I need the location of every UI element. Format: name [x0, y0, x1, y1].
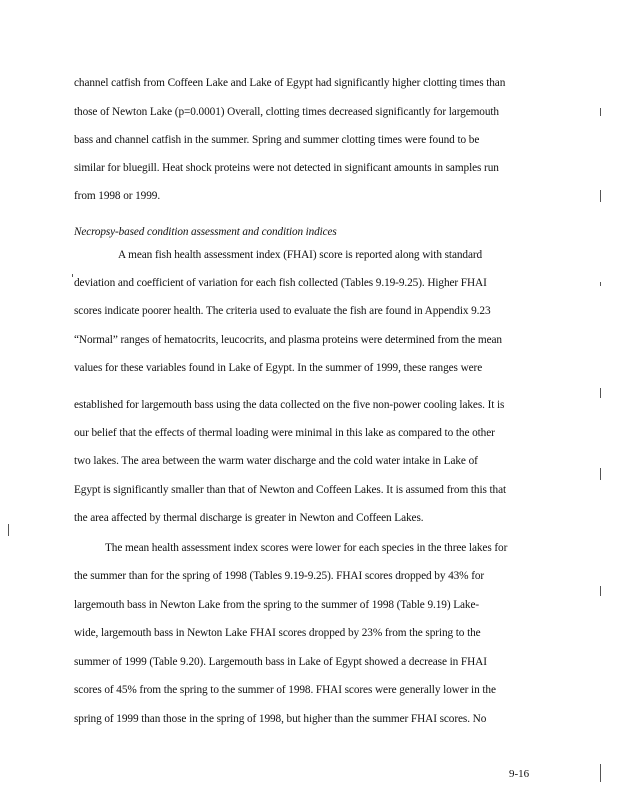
text-line: from 1998 or 1999. — [74, 190, 161, 202]
scan-speck — [8, 524, 9, 536]
scan-speck — [600, 586, 601, 596]
text-line: wide, largemouth bass in Newton Lake FHAI scores dropped by 23% from the spring to the — [74, 627, 481, 639]
scan-speck — [600, 468, 601, 480]
text-line: the area affected by thermal discharge is greater in Newton and Coffeen Lakes. — [74, 512, 424, 524]
scan-speck — [72, 274, 73, 277]
text-line: those of Newton Lake (p=0.0001) Overall, clotting times decreased significantly for largemouth — [74, 106, 499, 118]
text-line: scores of 45% from the spring to the summer of 1998. FHAI scores were generally lower in the — [74, 684, 496, 696]
text-line: established for largemouth bass using the data collected on the five non-power cooling lakes. It is — [74, 399, 505, 411]
text-line: similar for bluegill. Heat shock proteins were not detected in significant amounts in samples run — [74, 162, 499, 174]
text-line: bass and channel catfish in the summer. Spring and summer clotting times were found to be — [74, 134, 480, 146]
text-line: The mean health assessment index scores were lower for each species in the three lakes for — [105, 542, 508, 554]
scan-speck — [600, 388, 601, 398]
text-line: summer of 1999 (Table 9.20). Largemouth bass in Lake of Egypt showed a decrease in FHAI — [74, 656, 487, 668]
text-line: largemouth bass in Newton Lake from the spring to the summer of 1998 (Table 9.19) Lake- — [74, 599, 480, 611]
text-line: A mean fish health assessment index (FHAI) score is reported along with standard — [118, 249, 483, 261]
text-line: scores indicate poorer health. The criteria used to evaluate the fish are found in Appendix 9.23 — [74, 305, 491, 317]
text-line: the summer than for the spring of 1998 (Tables 9.19-9.25). FHAI scores dropped by 43% for — [74, 570, 485, 582]
page-number: 9-16 — [509, 768, 530, 780]
text-line: deviation and coefficient of variation for each fish collected (Tables 9.19-9.25). Higher FHAI — [74, 277, 487, 289]
scan-speck — [600, 108, 601, 116]
text-line: “Normal” ranges of hematocrits, leucocrits, and plasma proteins were determined from the mean — [74, 334, 502, 346]
scan-speck — [600, 282, 601, 286]
text-line: Egypt is significantly smaller than that of Newton and Coffeen Lakes. It is assumed from this that — [74, 484, 507, 496]
text-line: channel catfish from Coffeen Lake and Lake of Egypt had significantly higher clotting times than — [74, 77, 506, 89]
text-line: two lakes. The area between the warm water discharge and the cold water intake in Lake of — [74, 455, 478, 467]
text-line: our belief that the effects of thermal loading were minimal in this lake as compared to the other — [74, 427, 495, 439]
scan-speck — [600, 764, 601, 782]
scan-speck — [600, 190, 601, 202]
text-line: spring of 1999 than those in the spring of 1998, but higher than the summer FHAI scores. No — [74, 713, 487, 725]
section-heading: Necropsy-based condition assessment and condition indices — [74, 226, 337, 238]
text-line: values for these variables found in Lake of Egypt. In the summer of 1999, these ranges were — [74, 362, 483, 374]
